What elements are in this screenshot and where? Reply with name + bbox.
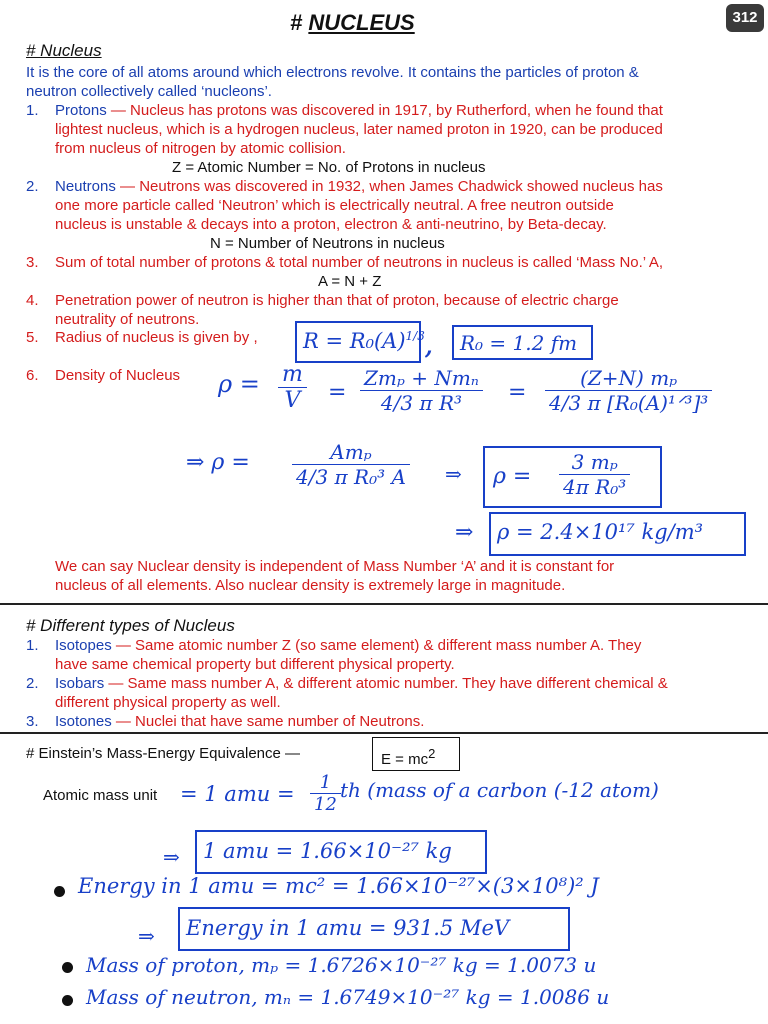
zn-mp-fraction: $\frac{\text{(Z+N) mₚ}}{\text{4/3 π [R₀(A)¹ᐟ³]³}}$: [545, 366, 712, 415]
intro-line-1: It is the core of all atoms around which electrons revolve. It contains the particles of proton &: [26, 64, 639, 81]
density-value: ρ = 2.4×10¹⁷ kg/m³: [497, 520, 704, 544]
emc2: $E = mc^2$: [381, 746, 436, 768]
energy-result: Energy in 1 amu = 931.5 MeV: [186, 916, 510, 940]
mass-number-equation: A = N + Z: [318, 273, 382, 290]
neutrons-line-3: nucleus is unstable & decays into a proton, electron & anti-neutrino, by Beta-decay.: [55, 216, 607, 233]
rho-symbol: ρ =: [218, 370, 260, 398]
density-label: Density of Nucleus: [55, 367, 181, 384]
radius-formula: $R = R_0(A)^{1/3}$: [303, 329, 425, 353]
section-divider: [0, 732, 768, 734]
proton-mass: Mass of proton, mₚ = 1.6726×10⁻²⁷ kg = 1.0073 u: [86, 953, 597, 977]
density-formula-box: [483, 446, 662, 508]
penetration-line-2: neutrality of neutrons.: [55, 311, 200, 328]
intro-line-2: neutron collectively called ‘nucleons’.: [26, 83, 272, 100]
mass-number-line: Sum of total number of protons & total number of neutrons in nucleus is called ‘Mass No.’ A,: [55, 254, 664, 271]
types-heading: # Different types of Nucleus: [26, 616, 235, 635]
r0-box: [452, 325, 593, 360]
einstein-heading: # Einstein’s Mass-Energy Equivalence —: [26, 745, 301, 762]
density-note-1: We can say Nuclear density is independent of Mass Number ‘A’ and it is constant for: [55, 558, 615, 575]
item-number: 2.: [26, 178, 39, 195]
isotopes-line-2: have same chemical property but different physical property.: [55, 656, 455, 673]
implies-arrow: ⇒: [163, 845, 180, 869]
item-number: 3.: [26, 254, 39, 271]
isobars-line-1: Isobars — Same mass number A, & different atomic number. They have different chemical &: [55, 675, 668, 692]
amu-kg-value: 1 amu = 1.66×10⁻²⁷ kg: [203, 839, 452, 863]
amu-kg-box: [195, 830, 487, 874]
implies-arrow: ⇒: [138, 924, 155, 948]
equals: =: [328, 380, 347, 405]
radius-formula-box: [295, 321, 425, 363]
neutrons-label: Neutrons: [55, 178, 116, 195]
m-over-v: $\frac{m}{V}$: [278, 362, 307, 413]
amu-definition: th (mass of a carbon (-12 atom): [340, 778, 659, 802]
item-number: 1.: [26, 637, 39, 654]
amu-label: Atomic mass unit: [43, 787, 158, 804]
isotopes-label: Isotopes: [55, 637, 112, 654]
rho-symbol: ρ =: [493, 464, 532, 489]
radius-label: Radius of nucleus is given by ,: [55, 329, 258, 346]
item-number: 5.: [26, 329, 39, 346]
protons-line-3: from nucleus of nitrogen by atomic collision.: [55, 140, 346, 157]
comma: ,: [425, 334, 433, 360]
item-number: 1.: [26, 102, 39, 119]
atomic-number-equation: Z = Atomic Number = No. of Protons in nucleus: [172, 159, 486, 176]
amu-fraction: $\frac{1}{12}$: [310, 772, 341, 815]
3mp-fraction: $\frac{\text{3 mₚ}}{\text{4π R₀³}}$: [559, 450, 630, 499]
item-number: 6.: [26, 367, 39, 384]
isotones-line: Isotones — Nuclei that have same number of Neutrons.: [55, 713, 425, 730]
implies-rho: ⇒ ρ =: [186, 450, 250, 475]
protons-line-1: Protons — Nucleus has protons was discovered in 1917, by Rutherford, when he found that: [55, 102, 663, 119]
item-number: 2.: [26, 675, 39, 692]
section-divider: [0, 603, 768, 605]
neutron-number-equation: N = Number of Neutrons in nucleus: [210, 235, 445, 252]
density-note-2: nucleus of all elements. Also nuclear density is extremely large in magnitude.: [55, 577, 566, 594]
isobars-label: Isobars: [55, 675, 105, 692]
bullet: [62, 995, 73, 1006]
neutrons-line-1: Neutrons — Neutrons was discovered in 1932, when James Chadwick showed nucleus has: [55, 178, 663, 195]
energy-result-box: [178, 907, 570, 951]
amp-fraction: $\frac{\text{Amₚ}}{\text{4/3 π R₀³ A}}$: [292, 440, 410, 489]
energy-in-amu-line: Energy in 1 amu = mc² = 1.66×10⁻²⁷×(3×10⁸)² J: [78, 874, 599, 898]
implies-arrow: ⇒: [455, 520, 474, 545]
neutrons-line-2: one more particle called ‘Neutron’ which is electrically neutral. A free neutron outside: [55, 197, 614, 214]
zmp-nmn-fraction: $\frac{\text{Zmₚ + Nmₙ}}{\text{4/3 π R³}}$: [360, 366, 483, 415]
protons-line-2: lightest nucleus, which is a hydrogen nucleus, later named proton in 1920, can be produced: [55, 121, 663, 138]
protons-label: Protons: [55, 102, 107, 119]
item-number: 3.: [26, 713, 39, 730]
page-number-badge: 312: [726, 4, 764, 32]
emc2-box: [372, 737, 460, 771]
page-title: # NUCLEUS: [290, 10, 415, 35]
neutron-mass: Mass of neutron, mₙ = 1.6749×10⁻²⁷ kg = 1.0086 u: [86, 985, 610, 1009]
r0-value: R₀ = 1.2 fm: [460, 331, 578, 355]
implies-arrow: ⇒: [445, 462, 462, 486]
density-value-box: [489, 512, 746, 556]
isotopes-line-1: Isotopes — Same atomic number Z (so same element) & different mass number A. They: [55, 637, 642, 654]
amu-equals: = 1 amu =: [180, 782, 295, 806]
penetration-line-1: Penetration power of neutron is higher than that of proton, because of electric charge: [55, 292, 619, 309]
isotones-label: Isotones: [55, 713, 112, 730]
bullet: [54, 886, 65, 897]
equals: =: [508, 380, 527, 405]
isobars-line-2: different physical property as well.: [55, 694, 281, 711]
item-number: 4.: [26, 292, 39, 309]
nucleus-heading: # Nucleus: [26, 41, 102, 60]
bullet: [62, 962, 73, 973]
